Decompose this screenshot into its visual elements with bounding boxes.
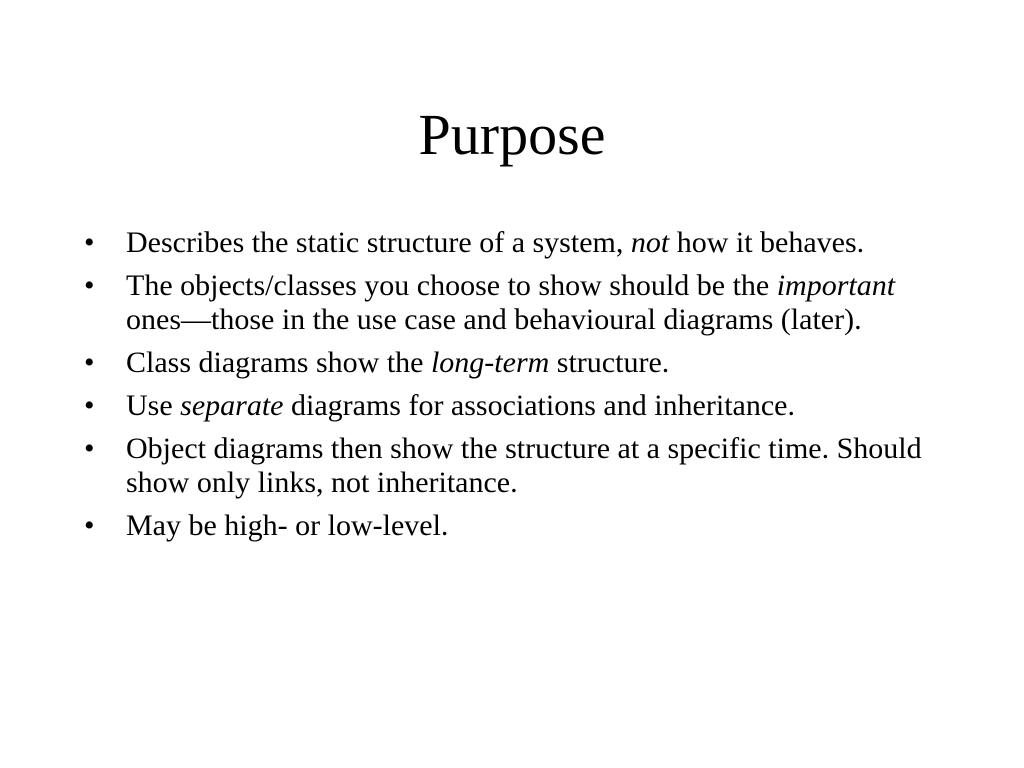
bullet-item	[84, 389, 954, 423]
bullet-icon: •	[84, 346, 95, 379]
bullet-text-segment: Describes the static structure of a system,	[126, 226, 631, 259]
bullet-item	[84, 226, 954, 260]
bullet-text-segment: ones—those in the use case and behavioural diagrams (later).	[126, 303, 862, 336]
bullet-item	[84, 269, 954, 337]
bullet-emphasis: separate	[180, 389, 284, 422]
slide-title: Purpose	[418, 102, 606, 167]
bullet-item	[84, 432, 954, 500]
bullet-emphasis: long-term	[430, 346, 550, 379]
bullet-text-segment: May be high- or low-level.	[126, 509, 449, 542]
bullet-text	[126, 432, 922, 499]
bullet-text-segment: Object diagrams then show the structure at a specific time. Should show only links, not inheritance.	[126, 432, 922, 499]
bullet-text	[126, 226, 864, 259]
bullet-item	[84, 509, 954, 543]
bullet-text-segment: Class diagrams show the	[126, 346, 431, 379]
bullet-icon: •	[84, 509, 95, 542]
bullet-text	[126, 346, 669, 379]
bullet-text-segment: Use	[126, 389, 181, 422]
bullet-text-segment: The objects/classes you choose to show should be the	[126, 269, 777, 302]
bullet-list	[84, 226, 954, 552]
bullet-text-segment: diagrams for associations and inheritance.	[283, 389, 795, 422]
bullet-text-segment: structure.	[549, 346, 670, 379]
bullet-icon: •	[84, 269, 95, 302]
bullet-icon: •	[84, 226, 95, 259]
bullet-emphasis: not	[630, 226, 670, 259]
bullet-item	[84, 346, 954, 380]
bullet-text	[126, 509, 448, 542]
bullet-icon: •	[84, 389, 95, 422]
bullet-text	[126, 389, 795, 422]
bullet-emphasis: important	[776, 269, 896, 302]
bullet-icon: •	[84, 432, 95, 465]
bullet-text-segment: how it behaves.	[669, 226, 865, 259]
bullet-text	[126, 269, 895, 336]
